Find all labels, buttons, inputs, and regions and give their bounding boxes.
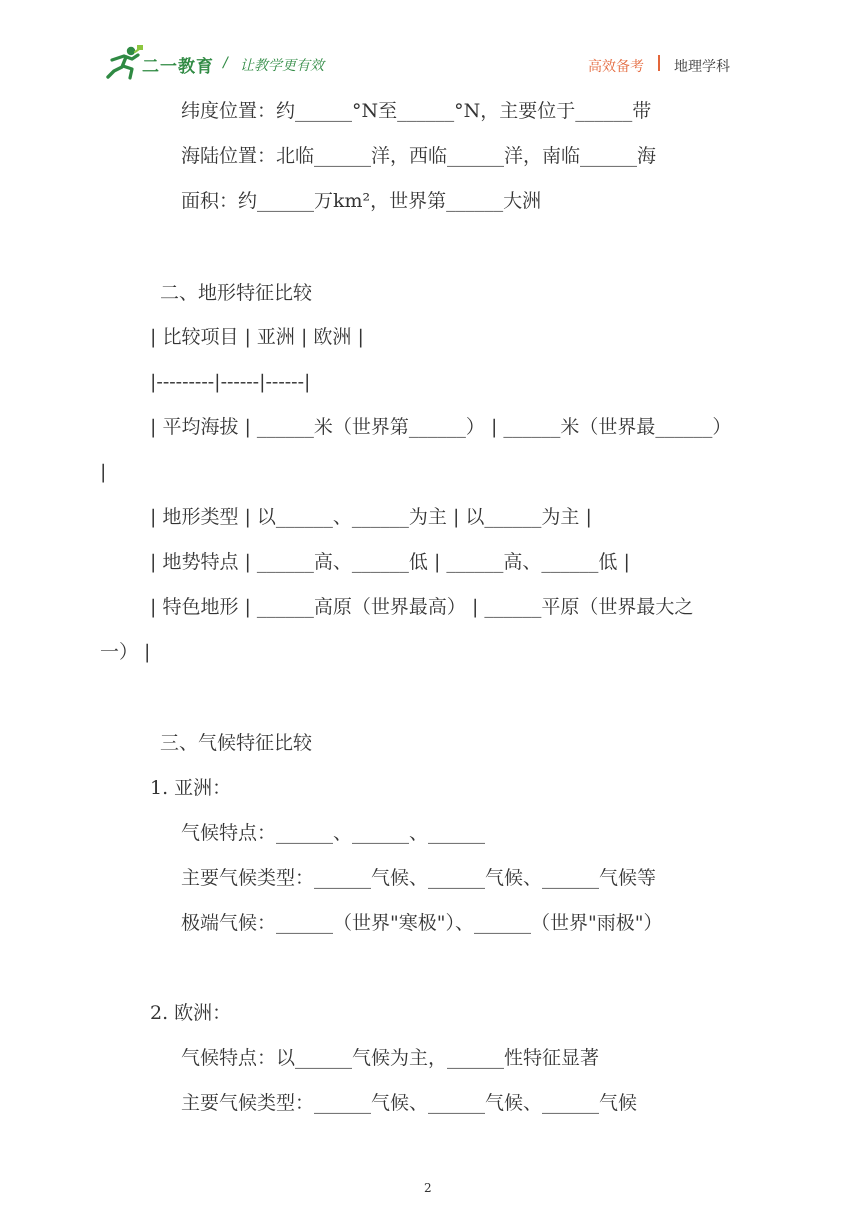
header-tag-exam: 高效备考 xyxy=(588,59,644,75)
asia-climate-types: 主要气候类型：______气候、______气候、______气候等 xyxy=(181,867,657,889)
table-row-elevation: | 平均海拔 | ______米（世界第______） | ______米（世界最______） xyxy=(150,416,732,438)
page-header xyxy=(0,0,860,90)
table-header-row: | 比较项目 | 亚洲 | 欧洲 | xyxy=(150,326,364,348)
sea-land-line: 海陆位置：北临______洋，西临______洋，南临______海 xyxy=(181,145,657,167)
runner-logo-icon xyxy=(104,44,144,80)
slogan-text: 让教学更有效 xyxy=(240,58,324,74)
section-heading-terrain: 二、地形特征比较 xyxy=(160,282,313,304)
latitude-line: 纬度位置：约______°N至______°N，主要位于______带 xyxy=(181,100,652,122)
header-tag-subject: 地理学科 xyxy=(674,59,730,75)
section-heading-climate: 三、气候特征比较 xyxy=(160,732,313,754)
page-number: 2 xyxy=(424,1181,432,1195)
brand-name: 二一教育 xyxy=(142,57,214,77)
slogan-divider: / xyxy=(223,55,228,71)
europe-climate-types: 主要气候类型：______气候、______气候、______气候 xyxy=(181,1092,638,1114)
area-line: 面积：约______万km²，世界第______大洲 xyxy=(181,190,542,212)
europe-heading: 2. 欧洲： xyxy=(150,1002,232,1024)
asia-heading: 1. 亚洲： xyxy=(150,777,232,799)
table-row-feature-end: 一） | xyxy=(100,641,151,663)
table-separator-row: |---------|------|------| xyxy=(150,371,311,393)
table-row-landform: | 地形类型 | 以______、______为主 | 以______为主 | xyxy=(150,506,592,528)
asia-extreme-climate: 极端气候：______（世界"寒极"）、______（世界"雨极"） xyxy=(181,912,663,934)
asia-climate-features: 气候特点：______、______、______ xyxy=(181,822,486,844)
table-row-relief: | 地势特点 | ______高、______低 | ______高、______低 | xyxy=(150,551,630,573)
table-row-feature: | 特色地形 | ______高原（世界最高） | ______平原（世界最大之 xyxy=(150,596,694,618)
table-row-elevation-end: | xyxy=(100,461,107,483)
europe-climate-features: 气候特点：以______气候为主，______性特征显著 xyxy=(181,1047,600,1069)
header-tag-divider xyxy=(658,55,660,71)
